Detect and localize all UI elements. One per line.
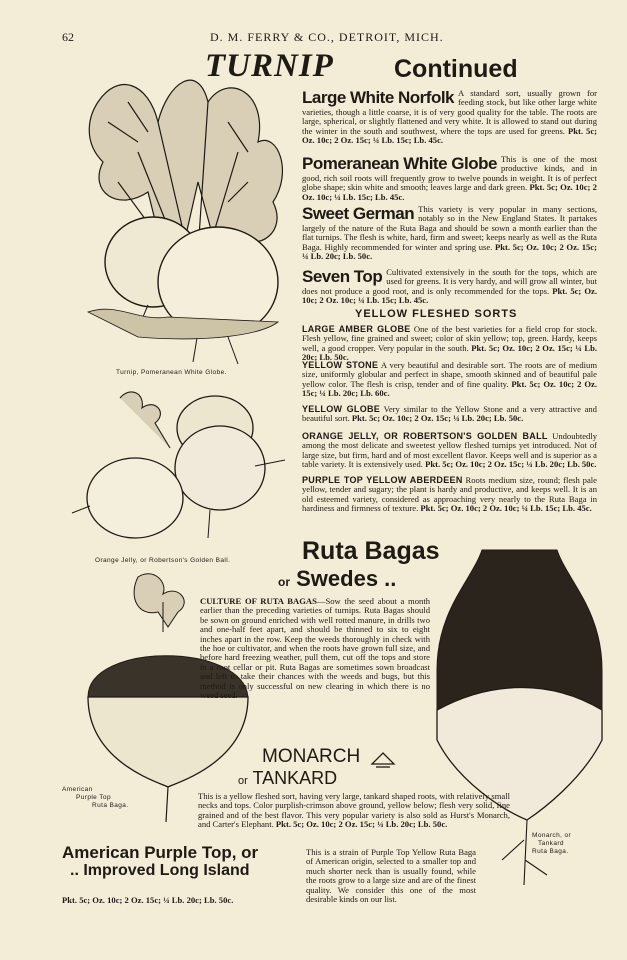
variety-price: Pkt. 5c; Oz. 10c; 2 Oz. 15c; ¼ Lb. 15c; Lb. 45c. xyxy=(302,125,597,146)
variety-price: Pkt. 5c; Oz. 10c; 2 Oz. 15c; ¼ Lb. 20c; Lb. 60c. xyxy=(302,378,597,399)
american-purple-top-heading: American Purple Top, or xyxy=(62,843,259,862)
caption-american xyxy=(62,786,129,810)
variety-price: Pkt. 5c; Oz. 10c; 2 Oz. 10c; ¼ Lb. 15c; Lb. 45c. xyxy=(302,285,597,306)
variety-price: Pkt. 5c; Oz. 10c; 2 Oz. 15c; ¼ Lb. 20c; Lb. 50c. xyxy=(275,819,448,830)
variety-description: This is one of the most productive kinds, and in good, rich soil roots will frequently grow to twelve pounds in weight. It is of perfect globe shape; skin white and smooth; leaves large and dark green. xyxy=(302,154,597,193)
variety-price: Pkt. 5c; Oz. 10c; 2 Oz. 15c; ¼ Lb. 20c; Lb. 50c. xyxy=(62,895,234,905)
variety-description: This variety is very popular in many sections, notably so in the New England States. It partakes largely of the nature of the Ruta Baga and should be sown a month earlier than the flat turnips. The flesh is white, hard, firm and sweet; keeps nearly as well as the Ruta Baga. Highly recommended for winter and spring use. xyxy=(302,204,597,252)
variety-name: ORANGE JELLY, OR ROBERTSON'S GOLDEN BALL xyxy=(302,431,548,441)
turnip-globe-right xyxy=(175,426,265,510)
entry-yellow-globe xyxy=(302,405,597,424)
variety-name: Pomeranean White Globe xyxy=(302,154,497,173)
pomeranean-turnip-illustration xyxy=(78,62,298,367)
caption-monarch-line-3: Ruta Baga. xyxy=(532,848,569,855)
variety-price: Pkt. 5c; Oz. 10c; 2 Oz. 10c; ¼ Lb. 15c; Lb. 45c. xyxy=(420,503,592,514)
variety-price: Pkt. 5c; Oz. 10c; 2 Oz. 10c; ¼ Lb. 15c; Lb. 45c. xyxy=(302,182,597,202)
variety-description: A very beautiful and desirable sort. The roots are of medium size, uniformly globular and perfect in shape, smooth skinned and of beautiful pale yellow color. The flesh is crisp, tender and of fine quality. xyxy=(302,360,598,389)
variety-description: This is a strain of Purple Top Yellow Ruta Baga of American origin, selected to a smaller top and much shorter neck than is usually found, while the roots grow to a large size and are of the finest quality. We consider this one of the most desirable kinds on our list. xyxy=(306,847,476,905)
page-title-continued: Continued xyxy=(394,55,518,83)
variety-name: Seven Top xyxy=(302,267,383,286)
heading-swedes: Swedes .. xyxy=(296,566,397,591)
variety-description: Undoubtedly among the most delicate and sweetest yellow fleshed turnips yet introduced. Not of large size, but firm, hard and of most excellent flavor. Keeps well and is superior as a table variety. It is extensively used. xyxy=(302,431,597,470)
variety-name: YELLOW GLOBE xyxy=(302,404,381,414)
monarch-ornament-icon xyxy=(370,750,396,768)
page-header xyxy=(0,30,627,48)
page-number: 62 xyxy=(62,30,74,44)
caption-american-line-2: Purple Top xyxy=(76,794,111,801)
caption-monarch-line-1: Monarch, or xyxy=(532,832,572,839)
caption-american-line-3: Ruta Baga. xyxy=(92,802,129,809)
variety-name: Sweet German xyxy=(302,204,415,223)
heading-or: or xyxy=(238,775,248,787)
yellow-fleshed-heading: YELLOW FLESHED SORTS xyxy=(355,308,518,320)
ruta-baga-yellow-base xyxy=(88,697,248,787)
entry-american-purple-top-price xyxy=(62,896,482,905)
heading-tankard: TANKARD xyxy=(252,768,338,788)
culture-of-ruta-bagas xyxy=(200,597,430,700)
entry-pomeranean-white-globe xyxy=(302,155,597,202)
monarch-tankard-illustration xyxy=(432,540,607,900)
variety-price: Pkt. 5c; Oz. 10c; 2 Oz. 15c; ¼ Lb. 20c; Lb. 50c. xyxy=(351,413,524,424)
culture-lead: CULTURE OF RUTA BAGAS xyxy=(200,596,317,606)
entry-monarch xyxy=(198,792,510,830)
variety-description: Roots medium size, round; flesh pale yellow, tender and sugary; the plant is hardy and productive, and keeps well. It is an old esteemed variety, considered as approaching very nearly to the Ruta Baga in hardiness and firmness of texture. xyxy=(302,475,597,514)
variety-name: PURPLE TOP YELLOW ABERDEEN xyxy=(302,475,463,485)
entry-yellow-stone xyxy=(302,361,597,399)
variety-price: Pkt. 5c; Oz. 10c; 2 Oz. 15c; ¼ Lb. 20c; Lb. 50c. xyxy=(302,241,597,262)
entry-purple-top-yellow-aberdeen xyxy=(302,476,597,514)
variety-description: This is a yellow fleshed sort, having very large, tankard shaped roots, with relatively small necks and tops. Color purplish-crimson above ground, yellow below; flesh very solid, fine grained and of the best flavor. This very popular variety is also sold as Hurst's Monarch, and Carter's Elephant. xyxy=(198,791,510,830)
entry-orange-jelly xyxy=(302,432,597,470)
variety-description: Very similar to the Yellow Stone and a very attractive and beautiful sort. xyxy=(302,404,597,424)
variety-description: One of the best varieties for a field crop for stock. Flesh yellow, fine grained and sweet; color of skin yellow; top, green. Hardy, keeps well, a good cropper. Very popular in the south. xyxy=(302,324,597,353)
variety-price: Pkt. 5c; Oz. 10c; 2 Oz. 15c; ¼ Lb. 20c; Lb. 50c. xyxy=(302,342,598,363)
tankard-heading xyxy=(238,768,337,789)
variety-price: Pkt. 5c; Oz. 10c; 2 Oz. 15c; ¼ Lb. 20c; Lb. 50c. xyxy=(425,459,597,470)
orange-jelly-illustration xyxy=(70,388,290,548)
ruta-bagas-heading: Ruta Bagas xyxy=(302,537,440,565)
entry-large-amber-globe xyxy=(302,325,597,363)
caption-monarch xyxy=(532,832,571,856)
variety-description: A standard sort, usually grown for feeding stock, but like other large white varieties, though a little coarse, it is of very good quality for the table. The roots are large, spherical, or slightly flattened and very white. It is allowed to stand out during the winter in the south and southwest, where the tops are used for greens. xyxy=(302,88,597,136)
heading-or: or xyxy=(278,575,290,589)
swedes-heading xyxy=(278,566,396,592)
improved-long-island-heading: .. Improved Long Island xyxy=(70,862,250,879)
monarch-heading: MONARCH xyxy=(262,746,361,767)
variety-description: Cultivated extensively in the south for the tops, which are used for greens. It is very hardy, and will grow all winter, but does not produce a good root, and is only recommended for the tops. xyxy=(302,267,597,296)
publisher-line: D. M. FERRY & CO., DETROIT, MICH. xyxy=(210,30,444,44)
caption-monarch-line-2: Tankard xyxy=(538,840,564,847)
caption-pomeranean: Turnip, Pomeranean White Globe. xyxy=(116,369,227,376)
entry-sweet-german xyxy=(302,205,597,261)
entry-seven-top xyxy=(302,268,597,306)
variety-name: LARGE AMBER GLOBE xyxy=(302,324,411,334)
variety-name: YELLOW STONE xyxy=(302,360,379,370)
entry-large-white-norfolk xyxy=(302,89,597,145)
caption-american-line-1: American xyxy=(62,786,93,793)
culture-text: —Sow the seed about a month earlier than the preceding varieties of turnips. Ruta Bagas should be sown on ground enriched with well rotted manure, in drills two and one-half feet apart, and should be thinned to six to eight inches apart in the row. Keep the weeds thoroughly in check with the hoe or cultivator, and when the roots have grown full size, and before hard freezing weather, pull them, cut off the tops and store in a root cellar or pit. Ruta Bagas are sometimes sown broadcast and left to take their chances with the weeds and bugs, but this method is only successful on new clearing in which there is no weed seed. xyxy=(200,596,431,701)
page-title: TURNIP xyxy=(205,48,334,84)
caption-orange-jelly: Orange Jelly, or Robertson's Golden Ball. xyxy=(95,557,231,564)
turnip-globe-front xyxy=(87,458,183,538)
variety-name: Large White Norfolk xyxy=(302,88,455,107)
